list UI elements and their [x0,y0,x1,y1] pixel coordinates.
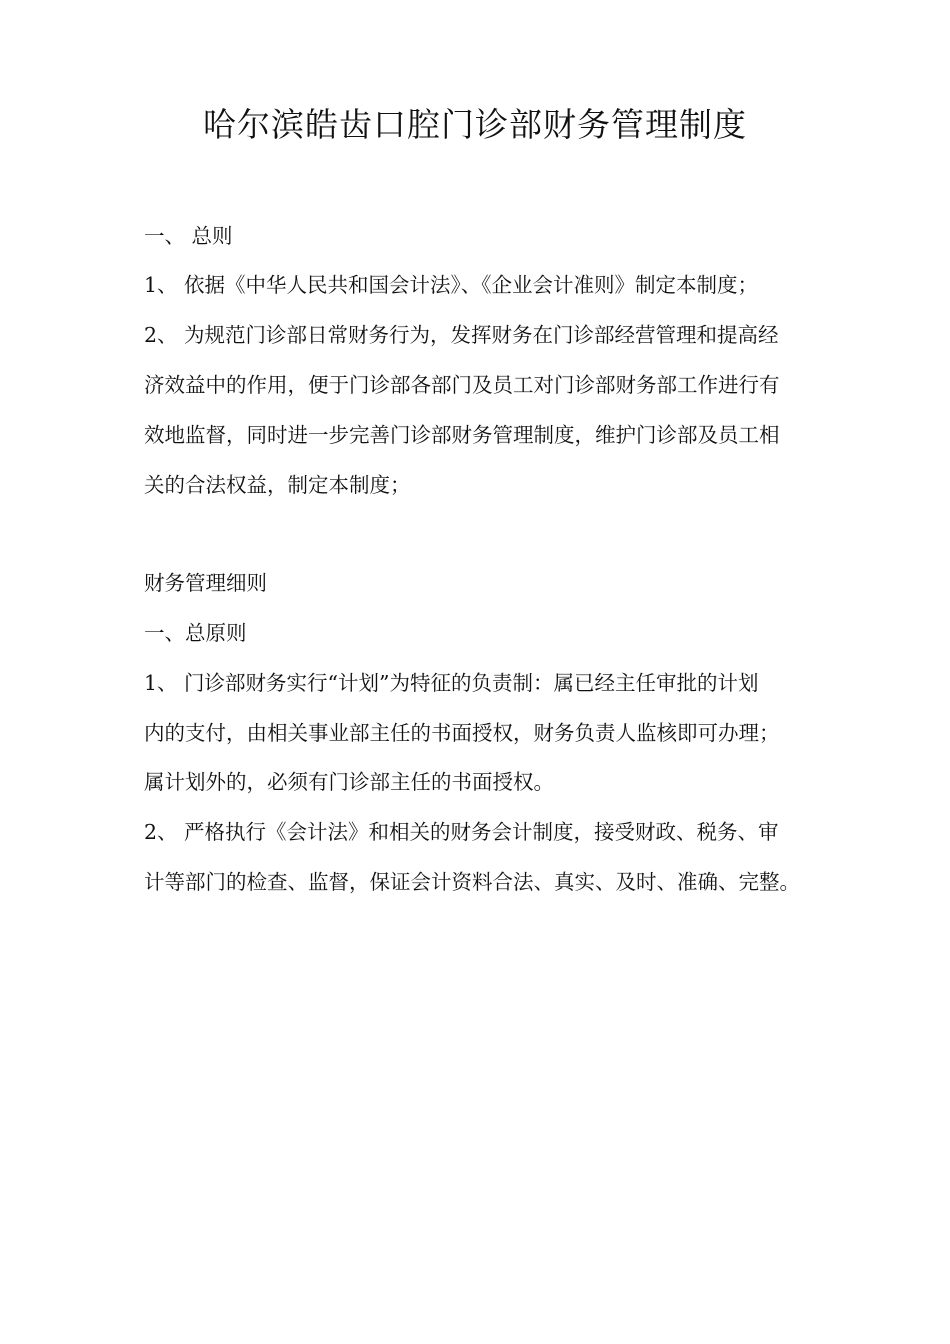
paragraph-line: 属计划外的，必须有门诊部主任的书面授权。 [144,770,554,794]
document-title: 哈尔滨皓齿口腔门诊部财务管理制度 [203,105,747,144]
paragraph-line: 济效益中的作用，便于门诊部各部门及员工对门诊部财务部工作进行有 [144,373,780,397]
paragraph-line: 关的合法权益，制定本制度； [144,473,411,497]
paragraph-line: 2、 严格执行《会计法》和相关的财务会计制度，接受财政、税务、审 [144,820,779,844]
paragraph-line: 效地监督，同时进一步完善门诊部财务管理制度，维护门诊部及员工相 [144,423,780,447]
section-heading-details: 财务管理细则 [144,571,267,595]
paragraph-line: 1、 依据《中华人民共和国会计法》、《企业会计准则》制定本制度； [144,273,759,297]
paragraph-line: 内的支付，由相关事业部主任的书面授权，财务负责人监核即可办理； [144,721,780,745]
section-heading-principles: 一、总原则 [144,621,247,645]
section-heading-general: 一、 总则 [144,224,233,248]
paragraph-line: 计等部门的检查、监督，保证会计资料合法、真实、及时、准确、完整。 [144,870,800,894]
paragraph-line: 2、 为规范门诊部日常财务行为，发挥财务在门诊部经营管理和提高经 [144,323,779,347]
paragraph-line: 1、 门诊部财务实行“计划”为特征的负责制：属已经主任审批的计划 [144,671,759,695]
